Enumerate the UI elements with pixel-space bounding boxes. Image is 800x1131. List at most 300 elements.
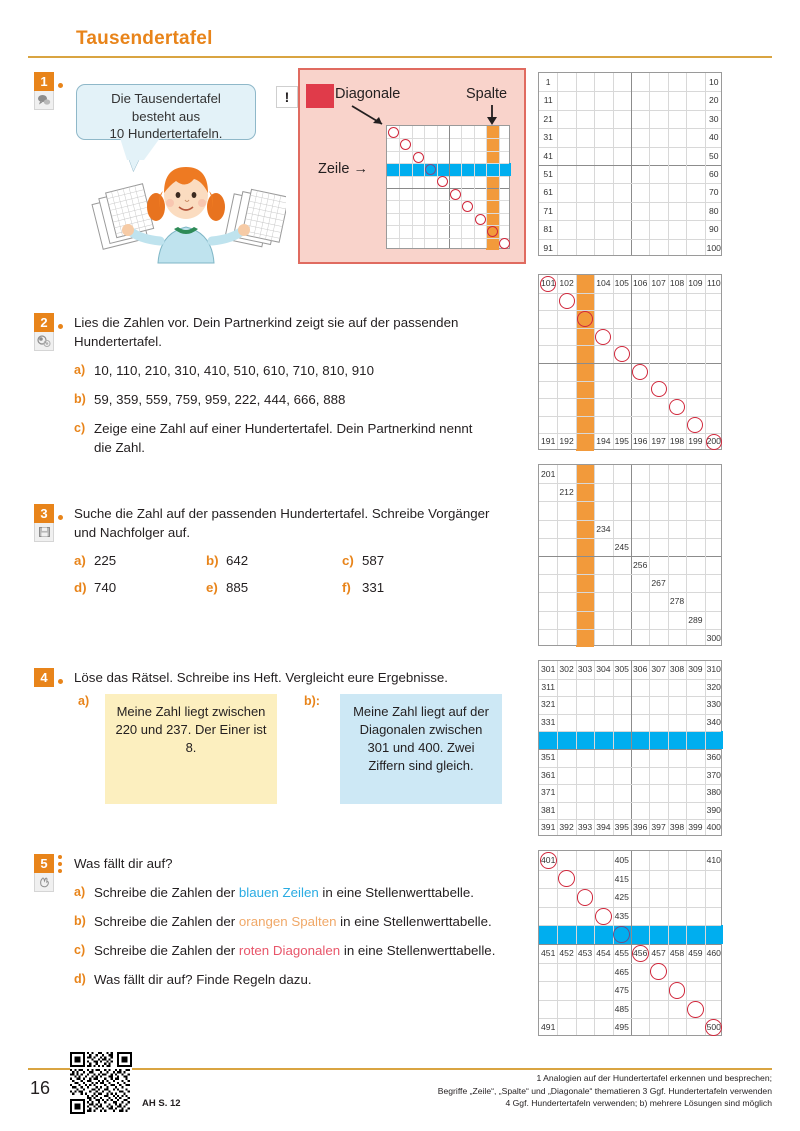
table-cell: 306 <box>633 664 648 674</box>
text-post: in eine Stellenwerttabelle. <box>340 943 496 958</box>
table-gridline-v <box>668 661 669 835</box>
table-cell: 256 <box>633 560 648 570</box>
item-label: b) <box>206 553 219 568</box>
mini-grid-line <box>449 126 450 248</box>
table-gridline-v <box>649 851 650 1035</box>
label-zeile: Zeile → <box>318 161 368 177</box>
table-cell: 194 <box>596 436 611 447</box>
label-diagonale: Diagonale <box>335 86 401 102</box>
mini-grid-line <box>387 151 509 152</box>
exercise-badge-5 <box>34 854 56 892</box>
table-cell: 91 <box>543 242 553 253</box>
table-gridline-h <box>539 183 721 184</box>
table-diagonal-circle <box>669 982 686 999</box>
table-cell: 491 <box>541 1022 556 1033</box>
table-cell: 101 <box>541 278 556 288</box>
table-gridline-h <box>539 110 721 111</box>
table-cell: 30 <box>709 113 719 124</box>
table-gridline-h <box>539 574 721 575</box>
table-cell: 108 <box>669 278 685 288</box>
highlight-blue-zeilen: blauen Zeilen <box>238 885 319 900</box>
page-title: Tausendertafel <box>76 28 213 49</box>
table-gridline-h <box>539 363 721 364</box>
table-cell: 452 <box>559 948 574 958</box>
table-gridline-h <box>539 629 721 630</box>
table-gridline-h <box>539 328 721 329</box>
table-cell: 11 <box>543 95 553 106</box>
item-label: c) <box>74 943 86 957</box>
item-value: 740 <box>94 580 117 595</box>
item-body: Was fällt dir auf? Finde Regeln dazu. <box>94 972 312 987</box>
footer-note-line-1: 1 Analogien auf der Hundertertafel erkennen und besprechen; <box>536 1073 772 1083</box>
table-cell: 320 <box>706 681 721 692</box>
table-cell: 10 <box>709 77 719 87</box>
table-gridline-h <box>539 91 721 92</box>
table-cell: 301 <box>541 664 556 674</box>
title-divider <box>28 56 772 58</box>
table-diagonal-circle <box>614 346 630 362</box>
table-gridline-v <box>613 661 614 835</box>
table-401-500 <box>538 850 722 1036</box>
badge-dot <box>58 83 63 88</box>
table-cell: 80 <box>709 205 719 216</box>
item-value: 885 <box>226 580 249 595</box>
table-cell: 197 <box>651 436 666 447</box>
table-cell: 453 <box>577 948 593 958</box>
table-cell: 451 <box>541 948 556 958</box>
table-cell: 90 <box>709 224 719 235</box>
item-value: 331 <box>362 580 385 595</box>
table-gridline-v <box>613 73 614 255</box>
table-cell: 81 <box>543 224 553 235</box>
exercise-badge-2 <box>34 313 56 351</box>
table-gridline-v <box>649 275 650 449</box>
table-cell: 289 <box>688 614 703 625</box>
table-diagonal-circle <box>558 870 575 887</box>
table-cell: 41 <box>543 150 553 161</box>
table-301-400 <box>538 660 722 836</box>
task-5-instruction: Was fällt dir auf? <box>74 856 173 871</box>
mini-grid-line <box>474 126 475 248</box>
item-body <box>94 912 504 931</box>
table-diagonal-circle <box>595 908 612 925</box>
mini-grid-line <box>424 126 425 248</box>
riddle-card-b: Meine Zahl liegt auf der Diagonalen zwischen 301 und 400. Zwei Ziffern sind gleich. <box>340 694 502 804</box>
mini-grid-diagonal-circle <box>475 214 486 225</box>
table-gridline-v <box>668 73 669 255</box>
table-gridline-v <box>576 275 577 449</box>
hand-gesture-icon <box>34 873 54 892</box>
table-cell: 192 <box>559 436 574 447</box>
table-gridline-v <box>649 661 650 835</box>
table-gridline-h <box>539 714 721 715</box>
task-5-item-c <box>74 941 504 960</box>
mini-grid-line <box>387 188 509 189</box>
table-diagonal-circle <box>577 889 594 906</box>
table-cell: 395 <box>614 822 629 833</box>
exercise-badge-4 <box>34 668 56 687</box>
table-cell: 457 <box>651 948 666 958</box>
table-gridline-v <box>594 73 595 255</box>
table-gridline-v <box>686 73 687 255</box>
table-gridline-h <box>539 592 721 593</box>
table-gridline-v <box>557 73 558 255</box>
exercise-number-3: 3 <box>34 504 54 523</box>
table-gridline-v <box>594 465 595 645</box>
table-cell: 392 <box>559 822 574 833</box>
task-3-instruction: Suche die Zahl auf der passenden Hundertertafel. Schreibe Vorgänger und Nachfolger auf. <box>74 506 490 540</box>
table-gridline-h <box>539 749 721 750</box>
table-cell: 302 <box>559 664 574 674</box>
table-cell: 455 <box>614 948 629 958</box>
red-marker-chip <box>306 84 334 108</box>
table-cell: 401 <box>541 855 556 865</box>
table-diagonal-circle <box>687 417 703 433</box>
table-cell: 311 <box>541 681 556 692</box>
table-cell: 475 <box>614 985 629 996</box>
task-2-block <box>74 313 474 457</box>
mini-grid-diagonal-circle <box>487 226 498 237</box>
table-cell: 50 <box>709 150 719 161</box>
table-cell: 200 <box>706 436 721 447</box>
table-gridline-v <box>631 275 632 449</box>
table-cell: 425 <box>614 892 629 903</box>
table-cell: 201 <box>541 469 556 479</box>
item-label: a) <box>74 885 86 899</box>
task-4-instruction: Löse das Rätsel. Schreibe ins Heft. Vergleicht eure Ergebnisse. <box>74 670 448 685</box>
table-cell: 331 <box>541 716 556 727</box>
exercise-badge-1 <box>34 72 56 110</box>
table-cell: 300 <box>706 632 721 643</box>
table-gridline-h <box>539 925 721 926</box>
table-cell: 459 <box>688 948 703 958</box>
item-label: f) <box>342 580 351 595</box>
exercise-number-4: 4 <box>34 668 54 687</box>
exercise-number-1: 1 <box>34 72 54 91</box>
table-cell: 60 <box>709 169 719 179</box>
item-label: b) <box>74 392 86 406</box>
table-cell: 381 <box>541 804 556 815</box>
text-post: in eine Stellenwerttabelle. <box>318 885 474 900</box>
table-gridline-h <box>539 345 721 346</box>
task-3-item-f <box>342 578 384 597</box>
mini-grid-line <box>412 126 413 248</box>
exercise-number-2: 2 <box>34 313 54 332</box>
table-gridline-v <box>649 465 650 645</box>
table-cell: 308 <box>669 664 685 674</box>
footer-notes <box>252 1072 772 1110</box>
table-gridline-v <box>557 661 558 835</box>
table-cell: 102 <box>559 278 574 288</box>
task-3-block <box>74 504 494 597</box>
item-value: 225 <box>94 553 117 568</box>
mini-grid-diagonal-circle <box>388 127 399 138</box>
table-diagonal-circle <box>687 1001 704 1018</box>
table-cell: 71 <box>543 205 553 216</box>
table-cell: 458 <box>669 948 685 958</box>
table-gridline-h <box>539 679 721 680</box>
table-gridline-h <box>539 128 721 129</box>
mini-grid-diagonal-circle <box>425 164 436 175</box>
exercise-number-5: 5 <box>34 854 54 873</box>
table-diagonal-circle <box>595 329 611 345</box>
table-cell: 310 <box>706 664 721 674</box>
riddle-card-a: Meine Zahl liegt zwischen 220 und 237. Der Einer ist 8. <box>105 694 277 804</box>
table-gridline-v <box>631 851 632 1035</box>
table-gridline-h <box>539 165 721 166</box>
table-cell: 191 <box>541 436 556 447</box>
table-gridline-v <box>668 275 669 449</box>
table-cell: 405 <box>614 855 629 865</box>
table-cell: 109 <box>688 278 703 288</box>
table-gridline-v <box>705 275 706 449</box>
table-cell: 196 <box>633 436 648 447</box>
table-cell: 456 <box>633 948 648 958</box>
table-gridline-h <box>539 784 721 785</box>
speech-bubble-line-2: besteht aus <box>131 108 201 124</box>
table-gridline-v <box>668 851 669 1035</box>
table-cell: 396 <box>633 822 648 833</box>
qr-code[interactable] <box>70 1052 132 1114</box>
text-post: in eine Stellenwerttabelle. <box>336 914 492 929</box>
task-2-instruction: Lies die Zahlen vor. Dein Partnerkind zeigt sie auf der passenden Hundertertafel. <box>74 315 459 349</box>
task-5-block <box>74 854 504 989</box>
workbook-reference: AH S. 12 <box>142 1098 181 1109</box>
table-gridline-v <box>631 73 632 255</box>
table-gridline-v <box>594 275 595 449</box>
table-cell: 107 <box>651 278 666 288</box>
table-cell: 370 <box>706 769 721 780</box>
table-cell: 340 <box>706 716 721 727</box>
badge-dot <box>58 515 63 520</box>
item-label: c) <box>342 553 354 568</box>
item-body: Zeige eine Zahl auf einer Hundertertafel. Dein Partnerkind nennt die Zahl. <box>94 421 473 455</box>
task-3-item-a <box>74 551 206 570</box>
table-gridline-h <box>539 696 721 697</box>
mini-grid-line <box>387 238 509 239</box>
table-cell: 361 <box>541 769 556 780</box>
table-gridline-v <box>631 465 632 645</box>
exercise-badge-3 <box>34 504 56 542</box>
table-cell: 397 <box>651 822 666 833</box>
item-value: 642 <box>226 553 249 568</box>
item-body <box>94 883 504 902</box>
mini-grid-line <box>387 176 509 177</box>
speech-bubbles-icon <box>34 91 54 110</box>
table-cell: 61 <box>543 187 553 198</box>
table-diagonal-circle <box>632 945 649 962</box>
text-pre: Schreibe die Zahlen der <box>94 943 239 958</box>
table-gridline-v <box>705 851 706 1035</box>
girl-illustration <box>86 155 286 265</box>
table-cell: 495 <box>614 1022 629 1033</box>
table-cell: 500 <box>706 1022 721 1033</box>
table-gridline-h <box>539 767 721 768</box>
table-diagonal-circle <box>540 276 556 292</box>
table-cell: 398 <box>669 822 685 833</box>
table-1-100 <box>538 72 722 256</box>
table-cell: 212 <box>559 487 574 498</box>
table-cell: 40 <box>709 132 719 143</box>
table-gridline-h <box>539 731 721 732</box>
task-3-item-c <box>342 551 384 570</box>
table-cell: 399 <box>688 822 703 833</box>
table-gridline-v <box>649 73 650 255</box>
table-diagonal-circle <box>651 381 667 397</box>
highlight-orange-spalten: orangen Spalten <box>238 914 337 929</box>
table-cell: 309 <box>688 664 703 674</box>
table-cell: 371 <box>541 787 556 798</box>
table-cell: 390 <box>706 804 721 815</box>
table-cell: 360 <box>706 752 721 762</box>
table-cell: 70 <box>709 187 719 198</box>
table-cell: 394 <box>596 822 611 833</box>
item-value: 587 <box>362 553 385 568</box>
table-gridline-v <box>576 73 577 255</box>
table-cell: 460 <box>706 948 721 958</box>
item-label: d) <box>74 580 87 595</box>
table-cell: 234 <box>596 523 611 534</box>
table-cell: 51 <box>543 169 553 179</box>
table-cell: 278 <box>669 596 685 607</box>
badge-dot <box>58 679 63 684</box>
mini-grid-diagonal-circle <box>437 176 448 187</box>
table-cell: 351 <box>541 752 556 762</box>
table-cell: 100 <box>706 242 721 253</box>
page-number: 16 <box>30 1078 51 1098</box>
table-cell: 485 <box>614 1003 629 1014</box>
table-gridline-h <box>539 239 721 240</box>
table-diagonal-circle <box>540 852 557 869</box>
table-gridline-h <box>539 147 721 148</box>
mini-grid-line <box>437 126 438 248</box>
table-cell: 1 <box>545 77 551 87</box>
table-gridline-v <box>594 661 595 835</box>
item-label: c) <box>74 421 86 435</box>
table-cell: 105 <box>614 278 629 288</box>
table-gridline-h <box>539 501 721 502</box>
table-cell: 410 <box>706 855 721 865</box>
footer-note-line-3: 4 Ggf. Hundertertafeln verwenden; b) mehrere Lösungen sind möglich <box>505 1098 772 1109</box>
table-cell: 104 <box>596 278 611 288</box>
table-diagonal-circle <box>577 311 593 327</box>
text-pre: Schreibe die Zahlen der <box>94 885 239 900</box>
label-spalte: Spalte <box>466 86 508 102</box>
table-cell: 31 <box>543 132 553 143</box>
task-2-item-c <box>74 419 474 457</box>
table-101-200 <box>538 274 722 450</box>
table-cell: 391 <box>541 822 556 833</box>
table-gridline-h <box>539 520 721 521</box>
table-gridline-h <box>539 310 721 311</box>
table-gridline-v <box>668 465 669 645</box>
table-cell: 198 <box>669 436 685 447</box>
task-5-item-a <box>74 883 504 902</box>
table-cell: 21 <box>543 113 553 124</box>
footer-divider <box>28 1068 772 1070</box>
table-cell: 106 <box>633 278 648 288</box>
item-label: b) <box>74 914 86 928</box>
table-diagonal-circle <box>650 963 667 980</box>
riddle-a-label: a) <box>78 694 90 708</box>
badge-dots <box>58 855 62 876</box>
speech-bubble-line-1: Die Tausendertafel <box>111 91 221 106</box>
table-gridline-v <box>576 465 577 645</box>
arrow-spalte-icon <box>484 104 500 126</box>
table-gridline-v <box>631 661 632 835</box>
task-3-item-e <box>206 578 342 597</box>
table-gridline-h <box>539 556 721 557</box>
mini-grid-diagonal-circle <box>450 189 461 200</box>
item-body: 10, 110, 210, 310, 410, 510, 610, 710, 810, 910 <box>94 363 374 378</box>
table-cell: 267 <box>651 578 666 589</box>
table-cell: 195 <box>614 436 629 447</box>
table-cell: 20 <box>709 95 719 106</box>
table-gridline-h <box>539 220 721 221</box>
table-gridline-h <box>539 398 721 399</box>
table-gridline-v <box>576 661 577 835</box>
task-2-item-a <box>74 361 474 380</box>
table-cell: 435 <box>614 910 629 921</box>
table-cell: 245 <box>614 541 629 552</box>
table-diagonal-circle <box>669 399 685 415</box>
speech-bubble <box>76 84 256 140</box>
table-cell: 415 <box>614 873 629 884</box>
task-3-item-b <box>206 551 342 570</box>
table-gridline-v <box>594 851 595 1035</box>
table-gridline-v <box>576 851 577 1035</box>
table-cell: 321 <box>541 699 556 710</box>
table-gridline-v <box>686 661 687 835</box>
mini-hundred-grid <box>386 125 510 249</box>
badge-dot <box>58 324 63 329</box>
table-cell: 330 <box>706 699 721 710</box>
table-gridline-h <box>539 202 721 203</box>
table-diagonal-circle <box>706 434 722 450</box>
table-diagonal-circle <box>632 364 648 380</box>
mini-grid-line <box>387 213 509 214</box>
table-cell: 110 <box>706 278 721 288</box>
text-pre: Schreibe die Zahlen der <box>94 914 239 929</box>
item-label: d) <box>74 972 86 986</box>
partner-work-icon <box>34 332 54 351</box>
table-201-300 <box>538 464 722 646</box>
footer-note-line-2: Begriffe „Zeile“, „Spalte“ und „Diagonale“ thematieren 3 Ggf. Hundertertafeln verwenden <box>437 1085 772 1096</box>
table-cell: 380 <box>706 787 721 798</box>
table-gridline-h <box>539 802 721 803</box>
mini-grid-line <box>387 163 509 164</box>
task-5-item-d <box>74 970 504 989</box>
task-2-item-b <box>74 390 474 409</box>
table-cell: 465 <box>614 966 629 977</box>
mini-grid-diagonal-circle <box>400 139 411 150</box>
table-gridline-v <box>705 465 706 645</box>
item-body: 59, 359, 559, 759, 959, 222, 444, 666, 888 <box>94 392 346 407</box>
attention-icon: ! <box>276 86 298 108</box>
riddle-b-label: b): <box>304 694 320 708</box>
highlight-red-diagonalen: roten Diagonalen <box>238 943 341 958</box>
table-cell: 305 <box>614 664 629 674</box>
task-5-item-b <box>74 912 504 931</box>
mini-grid-diagonal-circle <box>462 201 473 212</box>
table-cell: 454 <box>596 948 611 958</box>
mini-grid-line <box>499 126 500 248</box>
item-label: e) <box>206 580 218 595</box>
mini-grid-diagonal-circle <box>499 238 510 249</box>
table-cell: 393 <box>577 822 593 833</box>
table-cell: 304 <box>596 664 611 674</box>
table-cell: 307 <box>651 664 666 674</box>
